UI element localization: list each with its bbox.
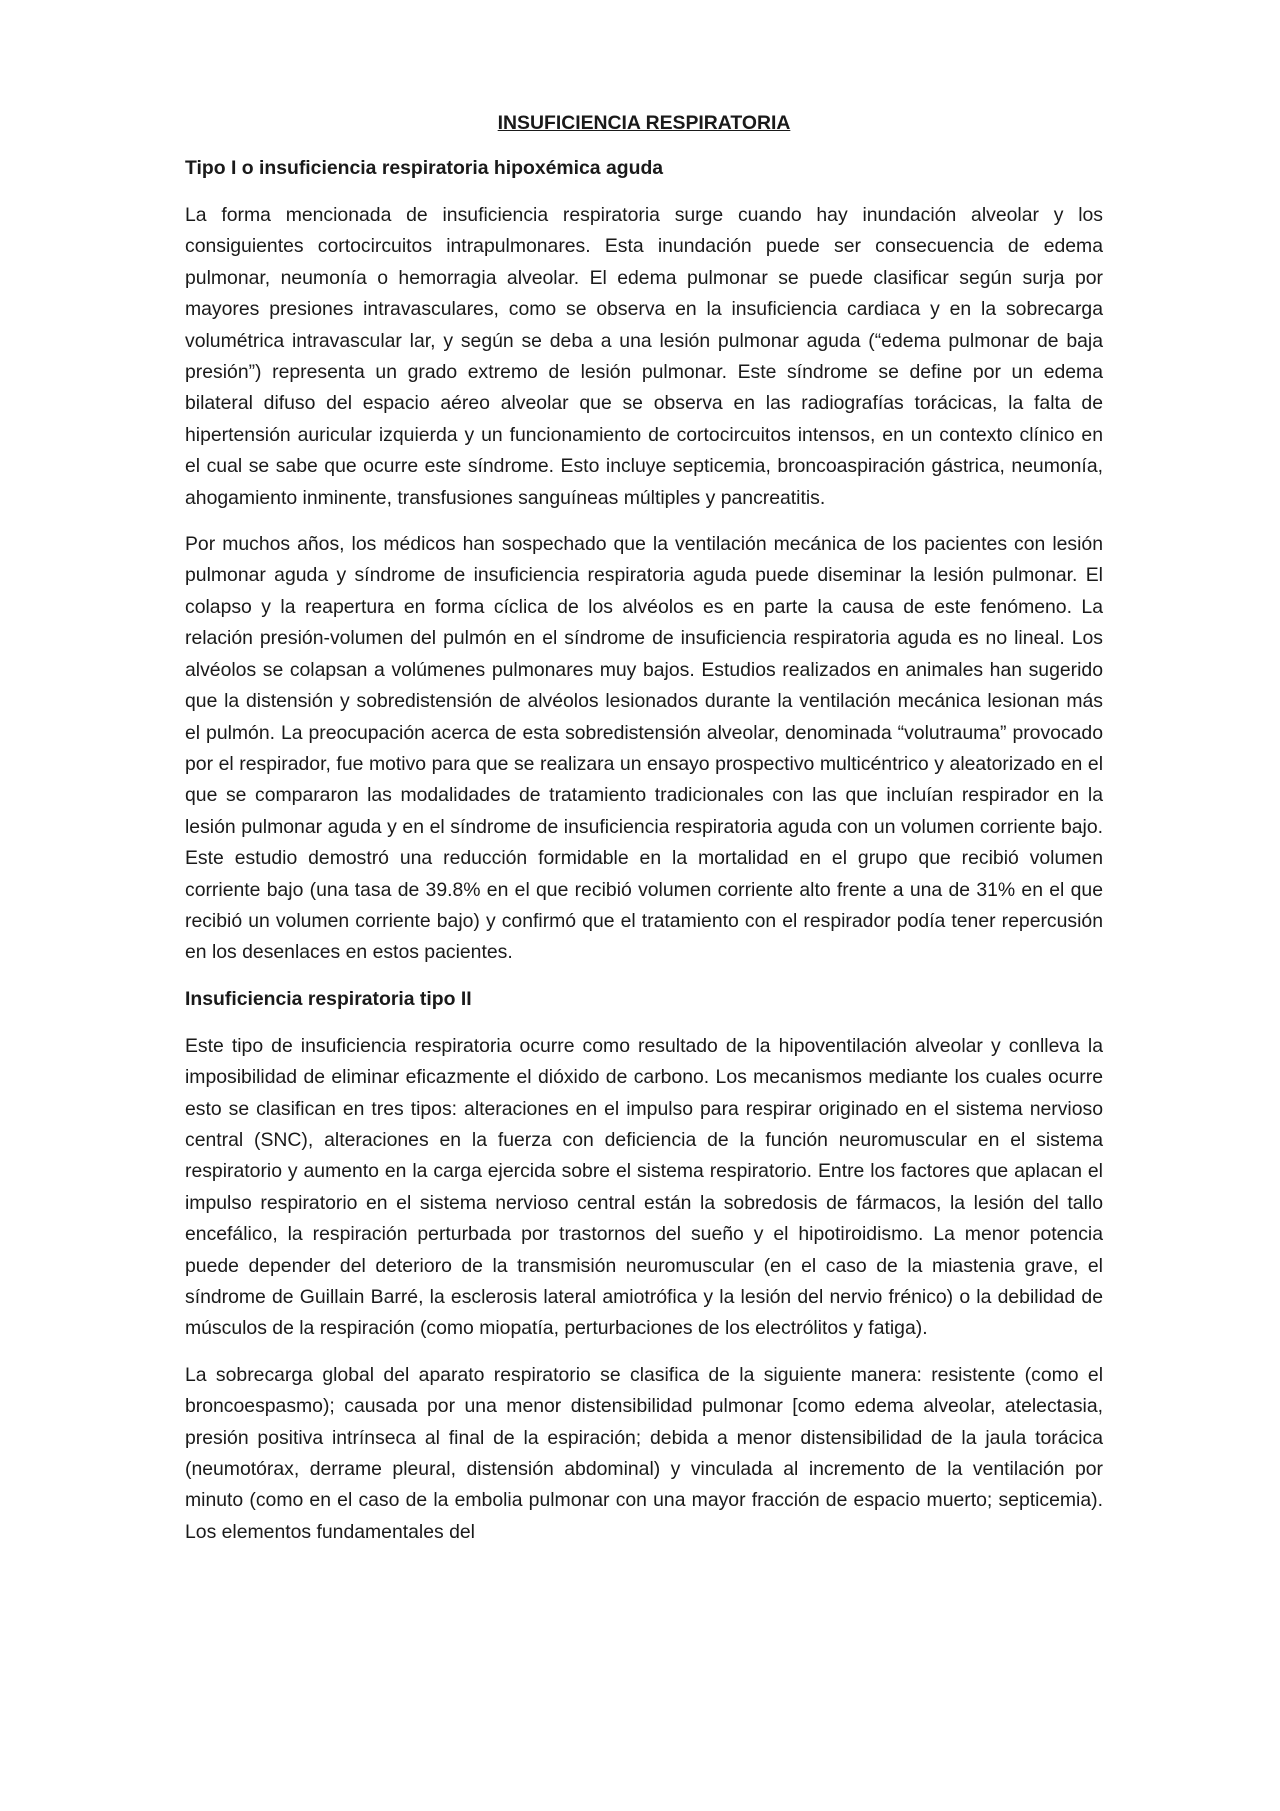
section-heading-tipo-2: Insuficiencia respiratoria tipo II [185,987,472,1010]
document-title: INSUFICIENCIA RESPIRATORIA [497,112,791,134]
section-heading-tipo-1: Tipo I o insuficiencia respiratoria hipoxémica aguda [185,157,664,179]
paragraph: La forma mencionada de insuficiencia respiratoria surge cuando hay inundación alveolar y los consiguientes cortocircuitos intrapulmonares. Esta inundación puede ser consecuencia de edema pulmonar, neumonía o hemorragia alveolar. El edema pulmonar se puede clasificar según surja por mayores presiones intravasculares, como se observa en la insuficiencia cardiaca y en la sobrecarga volumétrica intravascular lar, y según se deba a una lesión pulmonar aguda (“edema pulmonar de baja presión”) representa un grado extremo de lesión pulmonar. Este síndrome se define por un edema bilateral difuso del espacio aéreo alveolar que se observa en las radiografías torácicas, la falta de hipertensión auricular izquierda y un funcionamiento de cortocircuitos intensos, en un contexto clínico en el cual se sabe que ocurre este síndrome. Esto incluye septicemia, broncoaspiración gástrica, neumonía, ahogamiento inminente, transfusiones sanguíneas múltiples y pancreatitis. [185,204,1103,509]
paragraph: Este tipo de insuficiencia respiratoria ocurre como resultado de la hipoventilación alveolar y conlleva la imposibilidad de eliminar eficazmente el dióxido de carbono. Los mecanismos mediante los cuales ocurre esto se clasifican en tres tipos: alteraciones en el impulso para respirar originado en el sistema nervioso central (SNC), alteraciones en la fuerza con deficiencia de la función neuromuscular en el sistema respiratorio y aumento en la carga ejercida sobre el sistema respiratorio. Entre los factores que aplacan el impulso respiratorio en el sistema nervioso central están la sobredosis de fármacos, la lesión del tallo encefálico, la respiración perturbada por trastornos del sueño y el hipotiroidismo. La menor potencia puede depender del deterioro de la transmisión neuromuscular (en el caso de la miastenia grave, el síndrome de Guillain Barré, la esclerosis lateral amiotrófica y la lesión del nervio frénico) o la debilidad de músculos de la respiración (como miopatía, perturbaciones de los electrólitos y fatiga). [185,1034,1103,1340]
paragraph: Por muchos años, los médicos han sospechado que la ventilación mecánica de los pacientes con lesión pulmonar aguda y síndrome de insuficiencia respiratoria aguda puede diseminar la lesión pulmonar. El colapso y la reapertura en forma cíclica de los alvéolos es en parte la causa de este fenómeno. La relación presión-volumen del pulmón en el síndrome de insuficiencia respiratoria aguda es no lineal. Los alvéolos se colapsan a volúmenes pulmonares muy bajos. Estudios realizados en animales han sugerido que la distensión y sobredistensión de alvéolos lesionados durante la ventilación mecánica lesionan más el pulmón. La preocupación acerca de esta sobredistensión alveolar, denominada “volutrauma” provocado por el respirador, fue motivo para que se realizara un ensayo prospectivo multicéntrico y aleatorizado en el que se compararon las modalidades de tratamiento tradicionales con las que incluían respirador en la lesión pulmonar aguda y en el síndrome de insuficiencia respiratoria aguda con un volumen corriente bajo. Este estudio demostró una reducción formidable en la mortalidad en el grupo que recibió volumen corriente bajo (una tasa de 39.8% en el que recibió volumen corriente alto frente a una de 31% en el que recibió un volumen corriente bajo) y confirmó que el tratamiento con el respirador podía tener repercusión en los desenlaces en estos pacientes. [185,533,1103,964]
paragraph: La sobrecarga global del aparato respiratorio se clasifica de la siguiente manera: resistente (como el broncoespasmo); causada por una menor distensibilidad pulmonar [como edema alveolar, atelectasia, presión positiva intrínseca al final de la espiración; debida a menor distensibilidad de la jaula torácica (neumotórax, derrame pleural, distensión abdominal) y vinculada al incremento de la ventilación por minuto (como en el caso de la embolia pulmonar con una mayor fracción de espacio muerto; septicemia). Los elementos fundamentales del [185,1363,1103,1543]
document-body [185,108,1103,1563]
